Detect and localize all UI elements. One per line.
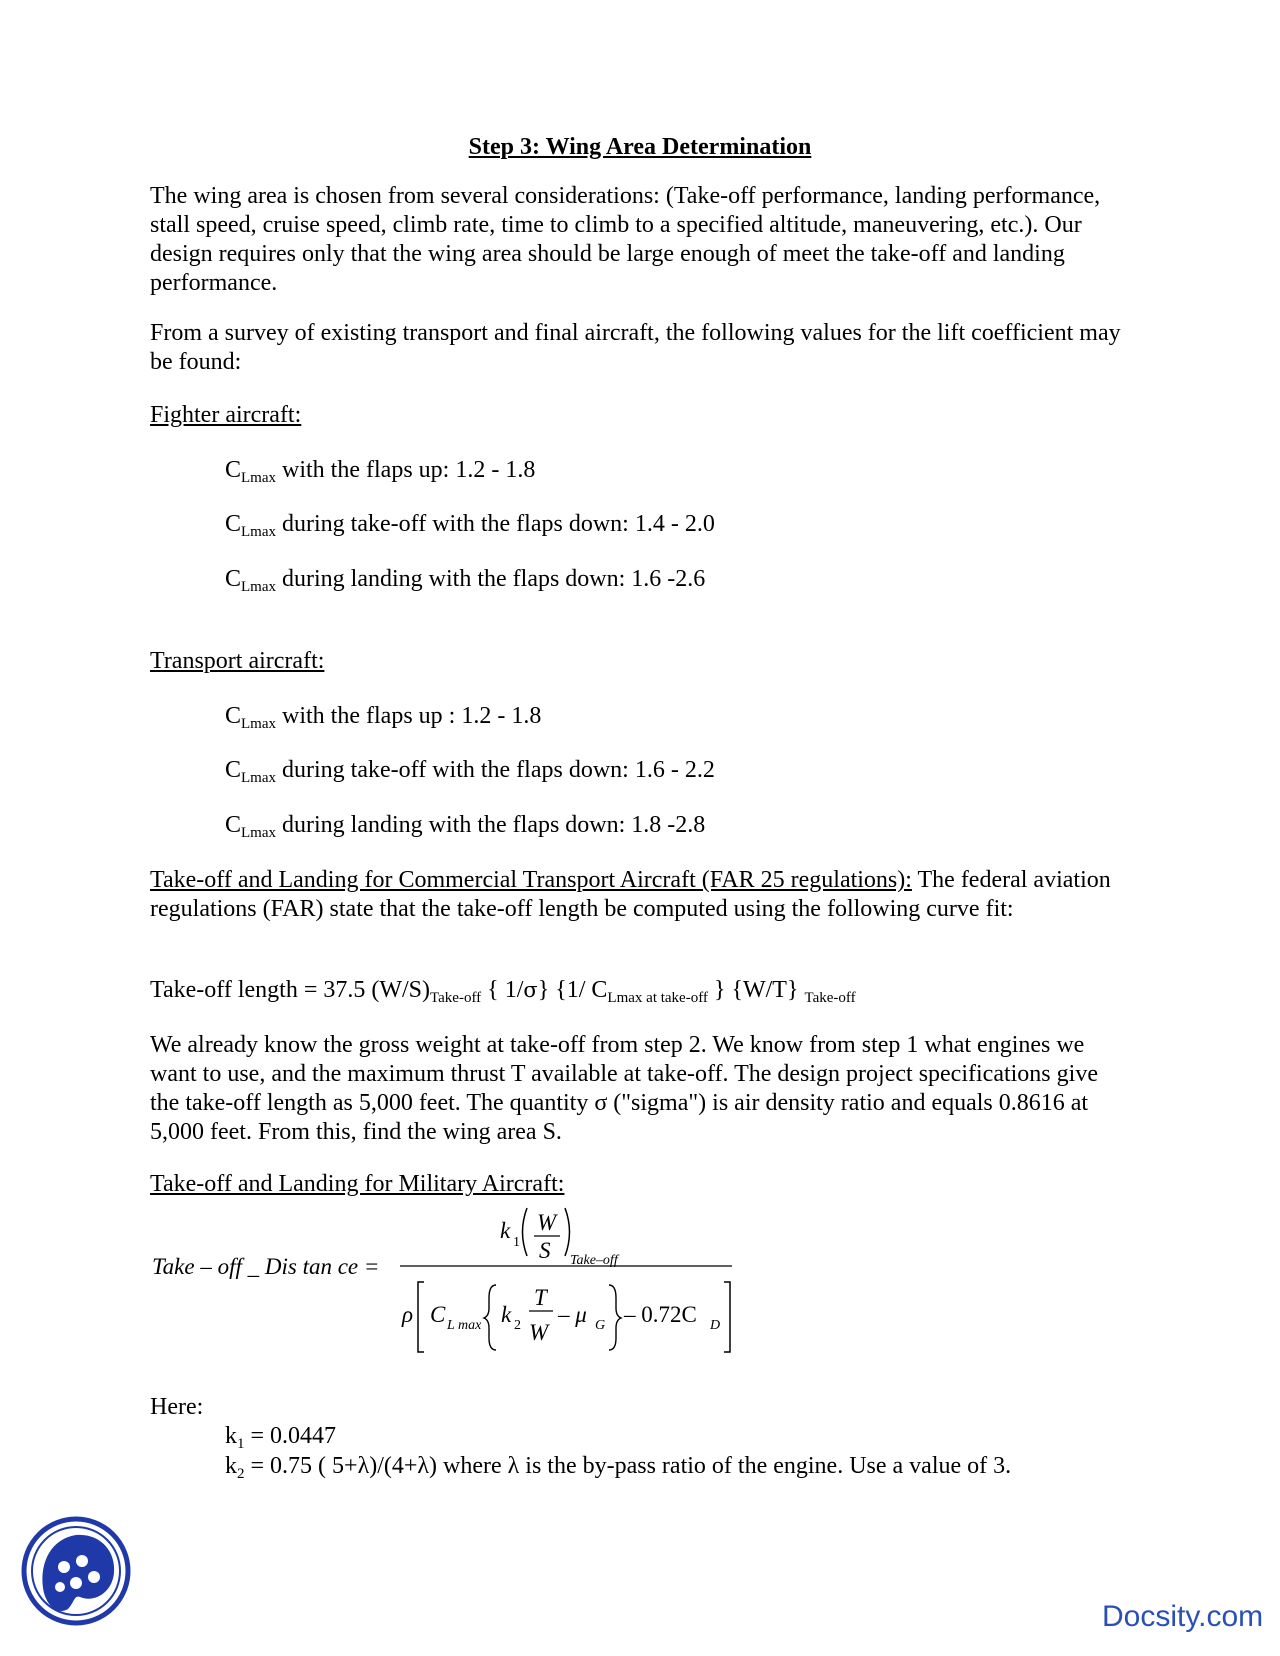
formula-Lmax-sub: L max xyxy=(447,1318,482,1333)
formula-minus-mu: – μ xyxy=(558,1302,587,1327)
formula-k2-sub: 2 xyxy=(514,1318,521,1333)
paren-right xyxy=(565,1208,570,1256)
page-title: Step 3: Wing Area Determination xyxy=(468,134,812,160)
bracket-right xyxy=(724,1282,730,1352)
docsity-logo-icon xyxy=(20,1515,132,1627)
formula-C: C xyxy=(430,1302,446,1327)
fighter-item-3: $C_{Lmax}$ during landing with the flaps down: 1.6 -2.6 xyxy=(225,566,706,595)
takeoff-length-formula: Take-off length = 37.5 $(W/S)_{Take-off}$ { 1/σ} {1/ $C_{Lmax at take-off}$ } {W/T} $_{Take-off}$ xyxy=(150,977,856,1006)
formula-k1: k xyxy=(500,1218,511,1243)
survey-paragraph: From a survey of existing transport and final aircraft, the following values for the lift coefficient may be found: xyxy=(150,320,1121,375)
here-label: Here: xyxy=(150,1394,204,1420)
formula-lhs: Take – off _ Dis tan ce = xyxy=(152,1254,380,1279)
formula-T: T xyxy=(534,1285,547,1310)
far-heading: Take-off and Landing for Commercial Transport Aircraft (FAR 25 regulations): xyxy=(150,867,912,893)
fighter-item-2: $C_{Lmax}$ during take-off with the flaps down: 1.4 - 2.0 xyxy=(225,511,715,540)
formula-D-sub: D xyxy=(710,1318,721,1333)
formula-k1-sub: 1 xyxy=(513,1235,520,1250)
formula-W: W xyxy=(537,1210,557,1235)
k1-definition: $k_1 = 0.0447$ xyxy=(225,1423,337,1452)
transport-item-3: $C_{Lmax}$ during landing with the flaps down: 1.8 -2.8 xyxy=(225,812,706,841)
paren-left xyxy=(523,1208,528,1256)
bracket-left xyxy=(418,1282,424,1352)
brace-right xyxy=(609,1285,621,1350)
k2-definition: $k_2 = 0.75$ ( 5+λ)/(4+λ) where λ is the by-pass ratio of the engine. Use a value of 3. xyxy=(225,1453,1012,1482)
formula-S: S xyxy=(539,1238,551,1263)
transport-heading: Transport aircraft: xyxy=(150,648,325,674)
military-heading: Take-off and Landing for Military Aircraft: xyxy=(150,1171,565,1197)
formula-rho: ρ xyxy=(402,1302,414,1327)
far-paragraph: Take-off and Landing for Commercial Transport Aircraft (FAR 25 regulations): The federal aviation regulations (FAR) state that the take-off length be computed using the following curve fit: xyxy=(150,867,1111,922)
docsity-brand-text[interactable]: Docsity.com xyxy=(1102,1600,1264,1633)
formula-k2: k xyxy=(501,1302,512,1327)
intro-paragraph: The wing area is chosen from several considerations: (Take-off performance, landing performance, stall speed, cruise speed, climb rate, time to climb to a specified altitude, maneuvering, etc.). Our design requires only that the wing area should be large enough of meet the take-off and landing performance. xyxy=(150,183,1101,296)
fighter-item-1: $C_{Lmax}$ with the flaps up: 1.2 - 1.8 xyxy=(225,457,536,486)
fighter-heading: Fighter aircraft: xyxy=(150,402,302,428)
formula-tail: – 0.72C xyxy=(624,1302,697,1327)
brace-left xyxy=(484,1285,496,1350)
formula-W2: W xyxy=(529,1320,549,1345)
formula-G-sub: G xyxy=(595,1318,606,1333)
formula-takeoff-sub: Take–off xyxy=(570,1253,618,1268)
transport-item-1: $C_{Lmax}$ with the flaps up : 1.2 - 1.8 xyxy=(225,703,542,732)
transport-item-2: $C_{Lmax}$ during take-off with the flaps down: 1.6 - 2.2 xyxy=(225,757,715,786)
gross-weight-paragraph: We already know the gross weight at take-off from step 2. We know from step 1 what engines we want to use, and the maximum thrust T available at take-off. The design project specifications give the take-off length as 5,000 feet. The quantity σ ("sigma") is air density ratio and equals 0.8616 at 5,000 feet. From this, find the wing area S. xyxy=(150,1032,1098,1145)
